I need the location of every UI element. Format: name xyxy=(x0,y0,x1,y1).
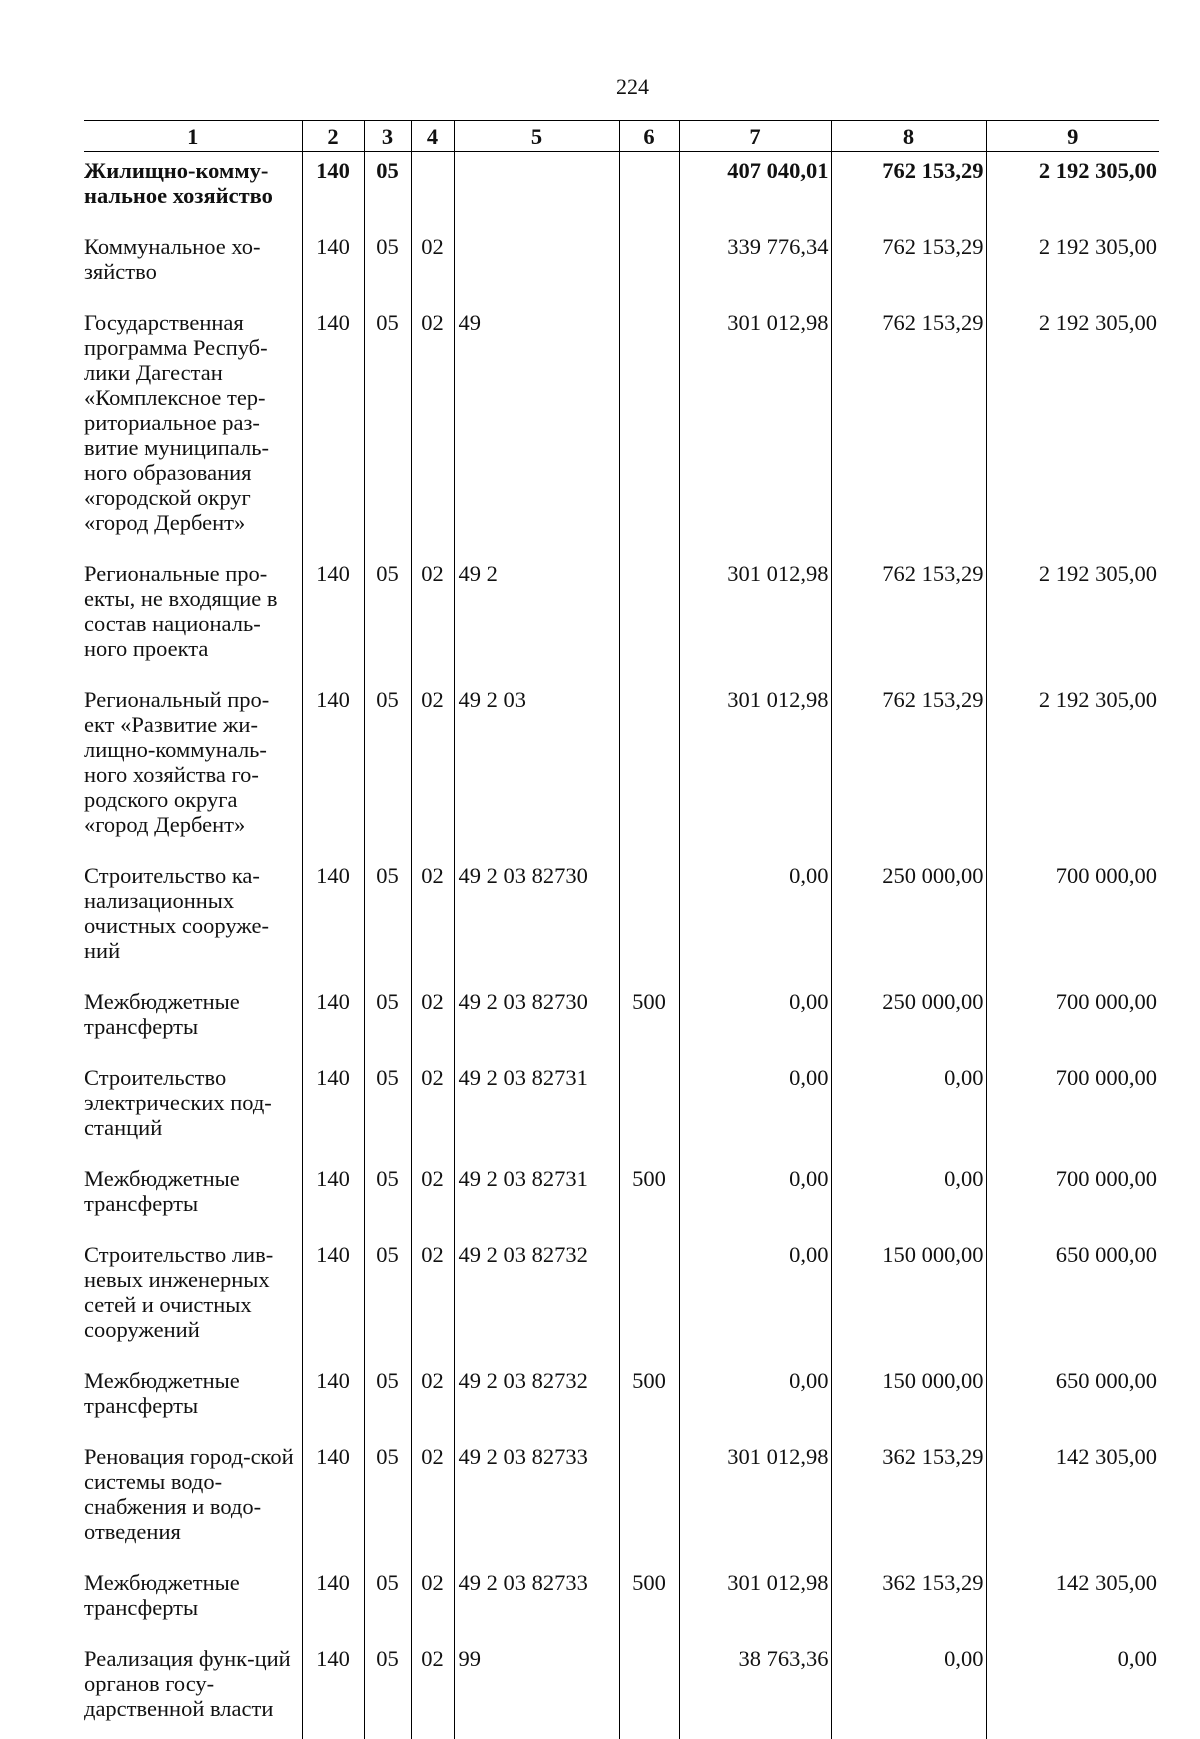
row-code-cell: 140 xyxy=(302,675,364,851)
row-expense-type-cell xyxy=(619,222,679,298)
table-row xyxy=(84,549,1159,675)
row-code-cell: 140 xyxy=(302,1634,364,1739)
row-amount-col8-cell: 0,00 xyxy=(831,1634,986,1739)
column-header: 1 xyxy=(84,121,302,152)
row-subsection-cell: 02 xyxy=(411,298,454,549)
row-code-cell: 140 xyxy=(302,222,364,298)
row-target-article-cell: 49 2 03 82733 xyxy=(454,1558,619,1634)
row-amount-col7-cell: 301 012,98 xyxy=(679,1432,831,1558)
row-target-article-cell: 49 2 03 82732 xyxy=(454,1356,619,1432)
column-header: 7 xyxy=(679,121,831,152)
row-name-cell: Жилищно-комму-нальное хозяйство xyxy=(84,152,302,223)
row-amount-col8-cell: 150 000,00 xyxy=(831,1356,986,1432)
table-header xyxy=(84,121,1159,152)
row-amount-col9-cell: 650 000,00 xyxy=(986,1356,1159,1432)
row-target-article-cell: 49 2 03 82732 xyxy=(454,1230,619,1356)
row-amount-col9-cell: 2 192 305,00 xyxy=(986,549,1159,675)
row-name-cell: Строительство электрических под-станций xyxy=(84,1053,302,1154)
column-header: 4 xyxy=(411,121,454,152)
row-subsection-cell: 02 xyxy=(411,1432,454,1558)
row-expense-type-cell xyxy=(619,152,679,223)
row-expense-type-cell xyxy=(619,1432,679,1558)
row-section-cell: 05 xyxy=(364,1558,411,1634)
row-amount-col9-cell: 2 192 305,00 xyxy=(986,222,1159,298)
row-target-article-cell: 49 2 03 82733 xyxy=(454,1432,619,1558)
row-amount-col7-cell: 38 763,36 xyxy=(679,1634,831,1739)
table-row xyxy=(84,977,1159,1053)
row-target-article-cell xyxy=(454,222,619,298)
row-target-article-cell: 99 xyxy=(454,1634,619,1739)
row-code-cell: 140 xyxy=(302,977,364,1053)
row-code-cell: 140 xyxy=(302,1558,364,1634)
budget-table xyxy=(84,120,1159,1739)
row-amount-col8-cell: 150 000,00 xyxy=(831,1230,986,1356)
row-code-cell: 140 xyxy=(302,851,364,977)
row-subsection-cell: 02 xyxy=(411,1053,454,1154)
row-amount-col8-cell: 762 153,29 xyxy=(831,222,986,298)
table-row xyxy=(84,675,1159,851)
row-target-article-cell: 49 xyxy=(454,298,619,549)
row-amount-col9-cell: 650 000,00 xyxy=(986,1230,1159,1356)
row-name-cell: Строительство ка-нализационных очистных сооруже-ний xyxy=(84,851,302,977)
budget-table-container xyxy=(84,120,1159,1739)
row-amount-col9-cell: 700 000,00 xyxy=(986,1154,1159,1230)
row-amount-col7-cell: 301 012,98 xyxy=(679,675,831,851)
row-expense-type-cell: 500 xyxy=(619,1356,679,1432)
row-expense-type-cell xyxy=(619,1053,679,1154)
row-amount-col8-cell: 250 000,00 xyxy=(831,851,986,977)
row-amount-col9-cell: 142 305,00 xyxy=(986,1432,1159,1558)
row-amount-col7-cell: 0,00 xyxy=(679,851,831,977)
row-section-cell: 05 xyxy=(364,1053,411,1154)
table-row xyxy=(84,851,1159,977)
row-name-cell: Коммунальное хо-зяйство xyxy=(84,222,302,298)
row-section-cell: 05 xyxy=(364,549,411,675)
row-name-cell: Реновация город-ской системы водо-снабжения и водо-отведения xyxy=(84,1432,302,1558)
header-row xyxy=(84,121,1159,152)
column-header: 5 xyxy=(454,121,619,152)
row-amount-col9-cell: 2 192 305,00 xyxy=(986,675,1159,851)
row-name-cell: Региональный про-ект «Развитие жи-лищно-коммуналь-ного хозяйства го-родского округа «город Дербент» xyxy=(84,675,302,851)
row-code-cell: 140 xyxy=(302,1432,364,1558)
row-name-cell: Межбюджетные трансферты xyxy=(84,1356,302,1432)
row-subsection-cell: 02 xyxy=(411,222,454,298)
row-target-article-cell: 49 2 03 xyxy=(454,675,619,851)
row-section-cell: 05 xyxy=(364,1432,411,1558)
column-header: 6 xyxy=(619,121,679,152)
row-amount-col8-cell: 362 153,29 xyxy=(831,1558,986,1634)
row-target-article-cell xyxy=(454,152,619,223)
row-expense-type-cell xyxy=(619,549,679,675)
table-body xyxy=(84,152,1159,1739)
row-code-cell: 140 xyxy=(302,1356,364,1432)
row-expense-type-cell: 500 xyxy=(619,1154,679,1230)
row-amount-col8-cell: 762 153,29 xyxy=(831,152,986,223)
row-amount-col9-cell: 142 305,00 xyxy=(986,1558,1159,1634)
row-expense-type-cell xyxy=(619,1634,679,1739)
row-expense-type-cell xyxy=(619,675,679,851)
row-amount-col7-cell: 301 012,98 xyxy=(679,1558,831,1634)
row-amount-col9-cell: 0,00 xyxy=(986,1634,1159,1739)
row-amount-col7-cell: 0,00 xyxy=(679,977,831,1053)
table-row xyxy=(84,298,1159,549)
row-amount-col9-cell: 2 192 305,00 xyxy=(986,152,1159,223)
column-header: 8 xyxy=(831,121,986,152)
column-header: 9 xyxy=(986,121,1159,152)
row-subsection-cell: 02 xyxy=(411,1230,454,1356)
row-subsection-cell: 02 xyxy=(411,1356,454,1432)
row-target-article-cell: 49 2 xyxy=(454,549,619,675)
row-name-cell: Государственная программа Респуб-лики Дагестан «Комплексное тер-риториальное раз-витие муниципаль-ного образования «городской округ «город Дербент» xyxy=(84,298,302,549)
table-row xyxy=(84,1230,1159,1356)
row-amount-col9-cell: 700 000,00 xyxy=(986,851,1159,977)
row-subsection-cell: 02 xyxy=(411,977,454,1053)
row-amount-col7-cell: 0,00 xyxy=(679,1230,831,1356)
row-subsection-cell xyxy=(411,152,454,223)
row-amount-col7-cell: 301 012,98 xyxy=(679,549,831,675)
row-section-cell: 05 xyxy=(364,851,411,977)
row-amount-col7-cell: 0,00 xyxy=(679,1154,831,1230)
row-subsection-cell: 02 xyxy=(411,1154,454,1230)
row-code-cell: 140 xyxy=(302,549,364,675)
row-amount-col9-cell: 700 000,00 xyxy=(986,977,1159,1053)
row-code-cell: 140 xyxy=(302,1230,364,1356)
row-section-cell: 05 xyxy=(364,222,411,298)
row-section-cell: 05 xyxy=(364,152,411,223)
row-amount-col7-cell: 339 776,34 xyxy=(679,222,831,298)
row-amount-col8-cell: 362 153,29 xyxy=(831,1432,986,1558)
row-amount-col9-cell: 2 192 305,00 xyxy=(986,298,1159,549)
row-name-cell: Региональные про-екты, не входящие в состав националь-ного проекта xyxy=(84,549,302,675)
row-subsection-cell: 02 xyxy=(411,1558,454,1634)
row-name-cell: Реализация функ-ций органов госу-дарственной власти xyxy=(84,1634,302,1739)
row-expense-type-cell xyxy=(619,851,679,977)
row-code-cell: 140 xyxy=(302,152,364,223)
table-row xyxy=(84,1053,1159,1154)
row-amount-col8-cell: 762 153,29 xyxy=(831,298,986,549)
row-amount-col8-cell: 250 000,00 xyxy=(831,977,986,1053)
column-header: 3 xyxy=(364,121,411,152)
row-target-article-cell: 49 2 03 82730 xyxy=(454,977,619,1053)
row-section-cell: 05 xyxy=(364,675,411,851)
row-name-cell: Межбюджетные трансферты xyxy=(84,977,302,1053)
row-target-article-cell: 49 2 03 82731 xyxy=(454,1053,619,1154)
row-amount-col8-cell: 0,00 xyxy=(831,1053,986,1154)
row-amount-col7-cell: 0,00 xyxy=(679,1053,831,1154)
row-name-cell: Межбюджетные трансферты xyxy=(84,1558,302,1634)
table-row xyxy=(84,1432,1159,1558)
row-code-cell: 140 xyxy=(302,1154,364,1230)
row-subsection-cell: 02 xyxy=(411,851,454,977)
row-expense-type-cell: 500 xyxy=(619,1558,679,1634)
table-row xyxy=(84,152,1159,223)
row-target-article-cell: 49 2 03 82731 xyxy=(454,1154,619,1230)
row-amount-col7-cell: 407 040,01 xyxy=(679,152,831,223)
row-section-cell: 05 xyxy=(364,1154,411,1230)
row-code-cell: 140 xyxy=(302,298,364,549)
page-number: 224 xyxy=(0,74,1200,100)
row-amount-col7-cell: 301 012,98 xyxy=(679,298,831,549)
table-row xyxy=(84,1634,1159,1739)
row-section-cell: 05 xyxy=(364,298,411,549)
row-amount-col7-cell: 0,00 xyxy=(679,1356,831,1432)
row-amount-col8-cell: 0,00 xyxy=(831,1154,986,1230)
row-code-cell: 140 xyxy=(302,1053,364,1154)
row-amount-col9-cell: 700 000,00 xyxy=(986,1053,1159,1154)
row-amount-col8-cell: 762 153,29 xyxy=(831,549,986,675)
row-amount-col8-cell: 762 153,29 xyxy=(831,675,986,851)
row-section-cell: 05 xyxy=(364,977,411,1053)
table-row xyxy=(84,1356,1159,1432)
row-subsection-cell: 02 xyxy=(411,1634,454,1739)
row-name-cell: Межбюджетные трансферты xyxy=(84,1154,302,1230)
column-header: 2 xyxy=(302,121,364,152)
row-target-article-cell: 49 2 03 82730 xyxy=(454,851,619,977)
row-expense-type-cell xyxy=(619,298,679,549)
row-expense-type-cell xyxy=(619,1230,679,1356)
row-section-cell: 05 xyxy=(364,1634,411,1739)
row-subsection-cell: 02 xyxy=(411,675,454,851)
row-section-cell: 05 xyxy=(364,1356,411,1432)
table-row xyxy=(84,1154,1159,1230)
table-row xyxy=(84,222,1159,298)
row-subsection-cell: 02 xyxy=(411,549,454,675)
table-row xyxy=(84,1558,1159,1634)
row-section-cell: 05 xyxy=(364,1230,411,1356)
row-expense-type-cell: 500 xyxy=(619,977,679,1053)
row-name-cell: Строительство лив-невых инженерных сетей и очистных сооружений xyxy=(84,1230,302,1356)
